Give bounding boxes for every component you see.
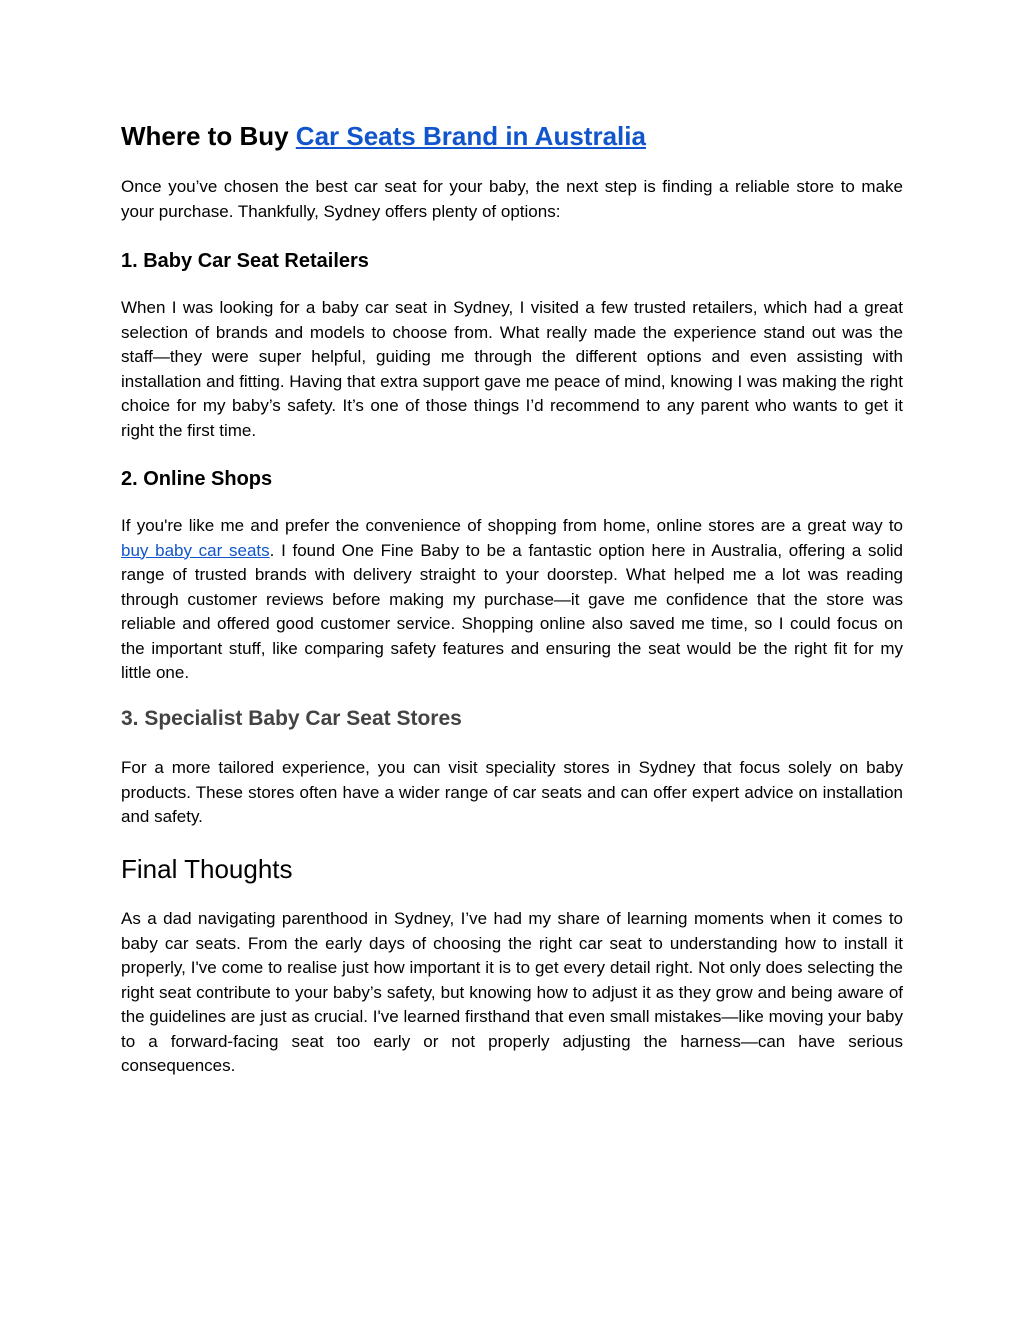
section-3-paragraph: For a more tailored experience, you can visit speciality stores in Sydney that focus solely on baby products. These stores often have a wider range of car seats and can offer expert advice on installation and safety. — [121, 758, 903, 826]
section-2-text-after-link: . I found One Fine Baby to be a fantastic option here in Australia, offering a solid range of trusted brands with delivery straight to your doorstep. What helped me a lot was reading through customer reviews before making my purchase—it gave me confidence that the store was reliable and offered good customer service. Shopping online also saved me time, so I could focus on the important stuff, like comparing safety features and ensuring the seat would be the right fit for my little one. — [121, 540, 903, 682]
section-1-heading: 1. Baby Car Seat Retailers — [121, 250, 369, 272]
main-heading-prefix: Where to Buy — [121, 121, 296, 151]
section-1-paragraph: When I was looking for a baby car seat in Sydney, I visited a few trusted retailers, which had a great selection of brands and models to choose from. What really made the experience stand out was the staff—they were super helpful, guiding me through the different options and even assisting with installation and fitting. Having that extra support gave me peace of mind, knowing I was making the right choice for my baby’s safety. It’s one of those things I’d recommend to any parent who wants to get it right the first time. — [121, 298, 903, 440]
final-thoughts-heading: Final Thoughts — [121, 854, 293, 884]
buy-baby-car-seats-link[interactable]: buy baby car seats — [121, 540, 270, 560]
section-2-text-before-link: If you're like me and prefer the convenience of shopping from home, online stores are a great way to — [121, 516, 903, 535]
section-2-paragraph — [121, 514, 903, 686]
section-3-heading: 3. Specialist Baby Car Seat Stores — [121, 707, 462, 730]
main-heading — [121, 119, 646, 153]
intro-paragraph: Once you’ve chosen the best car seat for your baby, the next step is finding a reliable store to make your purchase. Thankfully, Sydney offers plenty of options: — [121, 177, 903, 221]
section-2-heading: 2. Online Shops — [121, 468, 273, 490]
car-seats-brand-link[interactable]: Car Seats Brand in Australia — [295, 121, 646, 151]
final-thoughts-paragraph: As a dad navigating parenthood in Sydney, I’ve had my share of learning moments when it comes to baby car seats. From the early days of choosing the right car seat to understanding how to install it properly, I've come to realise just how important it is to get every detail right. Not only does selecting the right seat contribute to your baby’s safety, but knowing how to adjust it as they grow and being aware of the guidelines are just as crucial. I've learned firsthand that even small mistakes—like moving your baby to a forward-facing seat too early or not properly adjusting the harness—can have serious consequences. — [121, 909, 903, 1075]
